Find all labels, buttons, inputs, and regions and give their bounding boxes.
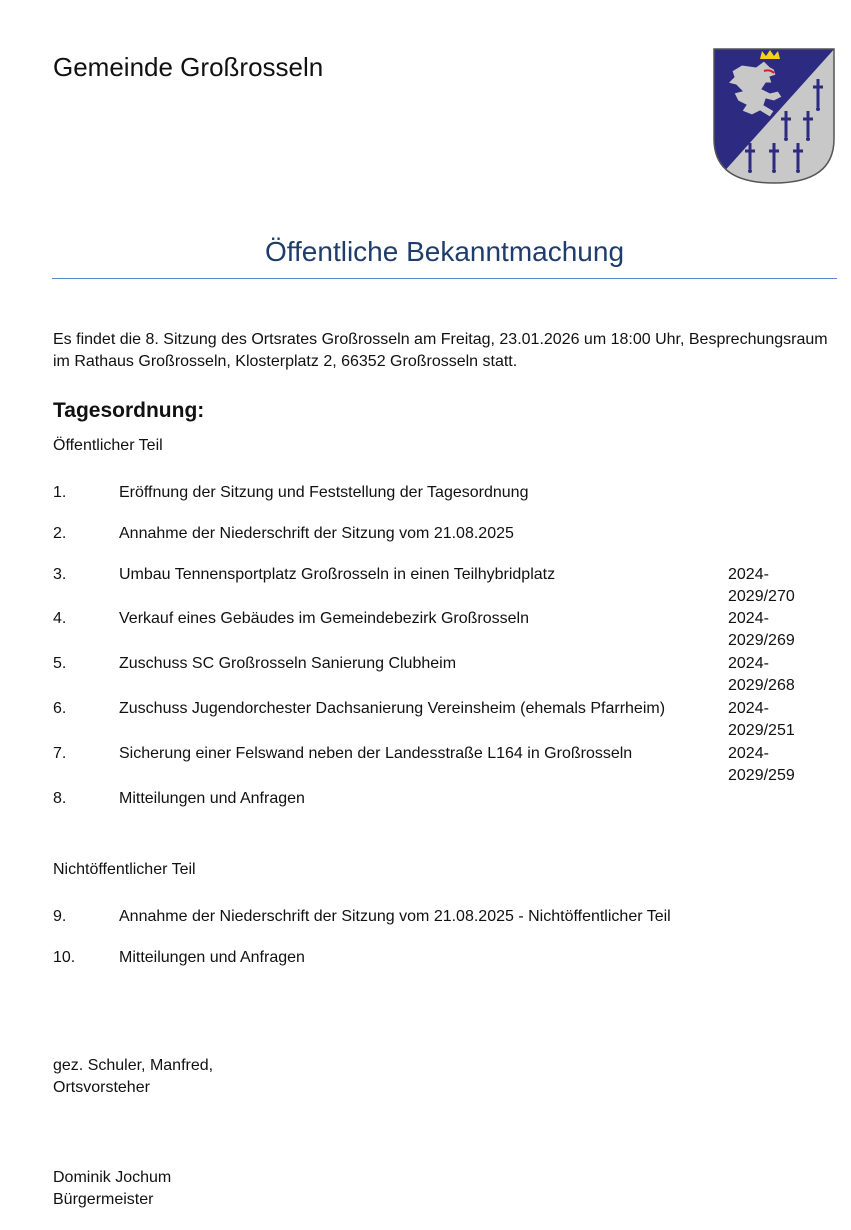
intro-paragraph: Es findet die 8. Sitzung des Ortsrates Großrosseln am Freitag, 23.01.2026 um 18:00 Uhr, Besprechungsraum im Rathaus Großrosseln, Klosterplatz 2, 66352 Großrosseln statt. <box>53 331 828 370</box>
agenda-item-text: Eröffnung der Sitzung und Feststellung der Tagesordnung <box>119 484 529 501</box>
agenda-heading: Tagesordnung: <box>53 399 205 422</box>
agenda-item-number: 1. <box>53 484 67 501</box>
notice-title: Öffentliche Bekanntmachung <box>264 236 625 267</box>
reference-line-2: 2029/268 <box>728 677 795 694</box>
agenda-item-text: Zuschuss Jugendorchester Dachsanierung Vereinsheim (ehemals Pfarrheim) <box>119 700 666 717</box>
reference-line-1: 2024- <box>728 655 769 672</box>
agenda-item-text: Zuschuss SC Großrosseln Sanierung Clubheim <box>119 655 457 672</box>
reference-line-1: 2024- <box>728 566 769 583</box>
agenda-item-number: 6. <box>53 700 67 717</box>
agenda-item-reference <box>728 608 818 652</box>
private-section-label: Nichtöffentlicher Teil <box>53 861 196 878</box>
coat-of-arms-icon <box>712 47 836 185</box>
agenda-item-text: Umbau Tennensportplatz Großrosseln in einen Teilhybridplatz <box>119 566 556 583</box>
ortsvorsteher-name: gez. Schuler, Manfred, <box>53 1057 214 1074</box>
agenda-item-number: 7. <box>53 745 67 762</box>
title-divider <box>52 278 837 279</box>
agenda-item-number: 10. <box>53 949 76 966</box>
reference-line-2: 2029/270 <box>728 588 795 605</box>
agenda-item-text: Sicherung einer Felswand neben der Landesstraße L164 in Großrosseln <box>119 745 633 762</box>
agenda-item-reference <box>728 653 818 697</box>
mayor-signature <box>53 1167 171 1211</box>
public-section-label: Öffentlicher Teil <box>53 437 163 454</box>
reference-line-1: 2024- <box>728 700 769 717</box>
agenda-item-reference <box>728 698 818 742</box>
agenda-item-number: 5. <box>53 655 67 672</box>
reference-line-2: 2029/259 <box>728 767 795 784</box>
agenda-item-number: 3. <box>53 566 67 583</box>
agenda-item-number: 2. <box>53 525 67 542</box>
agenda-item-text: Verkauf eines Gebäudes im Gemeindebezirk Großrosseln <box>119 610 529 627</box>
agenda-item-number: 4. <box>53 610 67 627</box>
reference-line-1: 2024- <box>728 745 769 762</box>
reference-line-1: 2024- <box>728 610 769 627</box>
ortsvorsteher-role: Ortsvorsteher <box>53 1079 150 1096</box>
agenda-item-number: 8. <box>53 790 67 807</box>
reference-line-2: 2029/251 <box>728 722 795 739</box>
agenda-item-number: 9. <box>53 908 67 925</box>
agenda-item-text: Mitteilungen und Anfragen <box>119 949 305 966</box>
agenda-item-text: Mitteilungen und Anfragen <box>119 790 305 807</box>
agenda-item-text: Annahme der Niederschrift der Sitzung vom 21.08.2025 - Nichtöffentlicher Teil <box>119 908 671 925</box>
agenda-item-reference <box>728 743 818 787</box>
agenda-item-reference <box>728 564 818 608</box>
agenda-item-text: Annahme der Niederschrift der Sitzung vom 21.08.2025 <box>119 525 514 542</box>
municipality-name: Gemeinde Großrosseln <box>53 52 324 82</box>
reference-line-2: 2029/269 <box>728 632 795 649</box>
ortsvorsteher-signature <box>53 1055 213 1099</box>
mayor-name: Dominik Jochum <box>53 1169 172 1186</box>
mayor-role: Bürgermeister <box>53 1191 154 1208</box>
